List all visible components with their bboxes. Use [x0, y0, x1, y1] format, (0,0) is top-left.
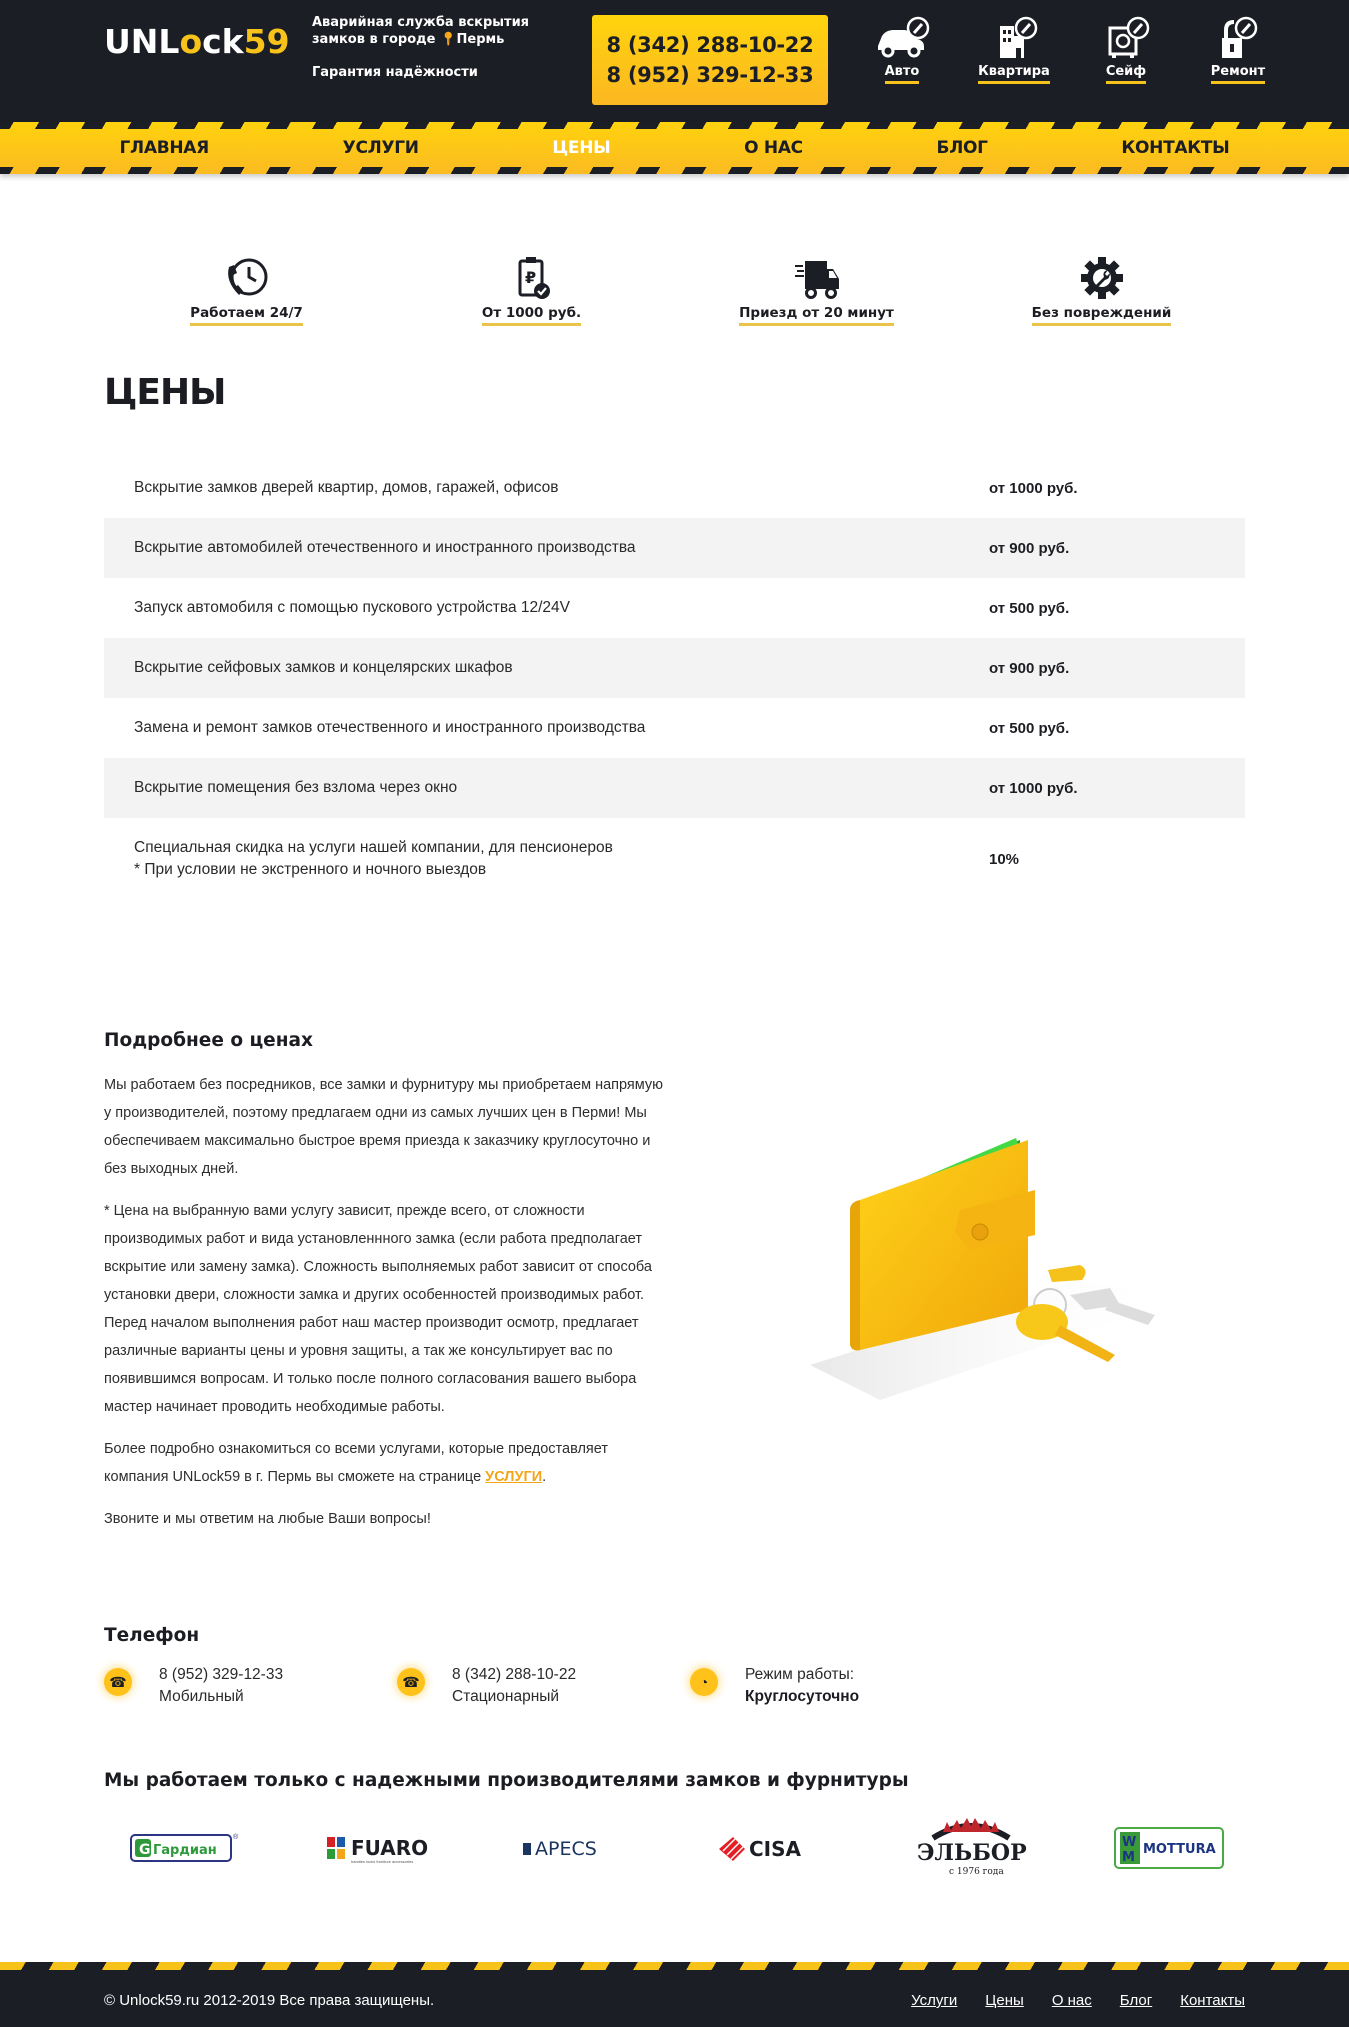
- nav-services[interactable]: УСЛУГИ: [342, 138, 419, 158]
- svg-text:с 1976 года: с 1976 года: [949, 1866, 1004, 1877]
- service-name: Вскрытие замков дверей квартир, домов, гаражей, офисов: [134, 479, 559, 496]
- phone-icon: ☎︎: [397, 1668, 425, 1696]
- page-title: ЦЕНЫ: [104, 372, 226, 413]
- svg-text:CISA: CISA: [749, 1836, 802, 1861]
- contact-phone-mobile[interactable]: 8 (952) 329-12-33: [159, 1666, 284, 1683]
- details-title: Подробнее о ценах: [104, 1030, 313, 1051]
- details-paragraph: Мы работаем без посредников, все замки и фурнитуру мы приобретаем напрямую у производителей, поэтому предлагаем одни из самых лучших цен в Перми! Мы обеспечиваем максимально быстрое время приезда к заказчику круглосуточно и без выходных дней.: [104, 1077, 664, 1177]
- hazard-stripe: [0, 1962, 1349, 1970]
- footer-link-blog[interactable]: Блог: [1119, 1992, 1153, 2009]
- copyright: © Unlock59.ru 2012-2019 Все права защищены.: [104, 1992, 435, 2009]
- services-link[interactable]: УСЛУГИ: [485, 1469, 543, 1485]
- svg-text:G: G: [139, 1841, 151, 1858]
- brands-title: Мы работаем только с надежными производителями замков и фурнитуры: [104, 1770, 909, 1791]
- svg-text:APECS: APECS: [535, 1837, 597, 1860]
- service-price: от 500 руб.: [989, 719, 1070, 737]
- feature-24-7: Работаем 24/7: [117, 255, 377, 326]
- delivery-truck-icon: [793, 255, 841, 301]
- padlock-key-icon: [1208, 16, 1268, 60]
- category-repair[interactable]: Ремонт: [1182, 16, 1294, 84]
- features-row: [104, 255, 1244, 326]
- padlock-o-icon: o: [179, 22, 203, 61]
- feature-no-damage: Без повреждений: [972, 255, 1232, 326]
- feature-price: ₽ От 1000 руб.: [402, 255, 662, 326]
- main-nav: [0, 122, 1349, 174]
- nav-contacts[interactable]: КОНТАКТЫ: [1121, 138, 1230, 158]
- service-price: от 500 руб.: [989, 599, 1070, 617]
- site-footer: [0, 1962, 1349, 2027]
- nav-home[interactable]: ГЛАВНАЯ: [119, 138, 209, 158]
- service-price: 10%: [989, 850, 1020, 868]
- contact-hours: ◔ Режим работы: Круглосуточно: [690, 1664, 983, 1708]
- price-row: [104, 458, 1245, 518]
- svg-text:FUARO: FUARO: [351, 1835, 429, 1860]
- location-pin-icon: 📍︎: [440, 32, 457, 47]
- footer-link-services[interactable]: Услуги: [911, 1992, 958, 2009]
- nav-prices[interactable]: ЦЕНЫ: [552, 138, 611, 158]
- working-hours: Круглосуточно: [745, 1688, 860, 1705]
- brand-mottura-logo: [1113, 1826, 1225, 1870]
- service-name: Вскрытие сейфовых замков и концелярских шкафов: [134, 659, 513, 676]
- service-name: Запуск автомобиля с помощью пускового устройства 12/24V: [134, 599, 571, 616]
- nav-blog[interactable]: БЛОГ: [936, 138, 988, 158]
- category-safe[interactable]: Сейф: [1070, 16, 1182, 84]
- gear-wrench-icon: [1078, 255, 1126, 301]
- brand-logos: [104, 1815, 1245, 1880]
- service-name: Замена и ремонт замков отечественного и иностранного производства: [134, 719, 646, 736]
- svg-text:W: W: [1122, 1834, 1137, 1850]
- price-row: [104, 818, 1245, 900]
- details-paragraph: Звоните и мы ответим на любые Ваши вопросы!: [104, 1511, 431, 1527]
- svg-text:®: ®: [233, 1833, 239, 1841]
- price-row: [104, 518, 1245, 578]
- guarantee-text: Гарантия надёжности: [312, 65, 478, 80]
- tagline: Аварийная служба вскрытия замков в городе 📍︎Пермь Гарантия надёжности: [312, 15, 530, 80]
- brand-elbor-logo: [913, 1818, 1029, 1878]
- hazard-stripe: [0, 122, 1349, 129]
- brand-apecs-logo: [521, 1831, 633, 1865]
- footer-link-prices[interactable]: Цены: [985, 1992, 1024, 2009]
- contacts-title: Телефон: [104, 1625, 200, 1646]
- footer-link-contacts[interactable]: Контакты: [1180, 1992, 1245, 2009]
- feature-arrival: Приезд от 20 минут: [687, 255, 947, 326]
- contact-phone-landline[interactable]: 8 (342) 288-10-22: [452, 1666, 577, 1683]
- nav-about[interactable]: О НАС: [744, 138, 803, 158]
- header-phones: [592, 15, 828, 105]
- category-apartment[interactable]: Квартира: [958, 16, 1070, 84]
- footer-link-about[interactable]: О нас: [1051, 1992, 1092, 2009]
- svg-text:handles locks furniture access: handles locks furniture accessories: [351, 1858, 414, 1864]
- svg-text:Гардиан: Гардиан: [153, 1842, 217, 1858]
- category-auto[interactable]: Авто: [846, 16, 958, 84]
- clock-icon: ◔: [690, 1668, 718, 1696]
- contacts-section: [104, 1625, 1245, 1708]
- price-row: [104, 638, 1245, 698]
- contact-landline: ☎︎ 8 (342) 288-10-22 Стационарный: [397, 1664, 690, 1708]
- phone-icon: ☎︎: [104, 1668, 132, 1696]
- service-name: Вскрытие помещения без взлома через окно: [134, 779, 458, 796]
- hazard-stripe: [0, 167, 1349, 174]
- svg-text:MOTTURA: MOTTURA: [1143, 1841, 1216, 1857]
- service-name: Вскрытие автомобилей отечественного и иностранного производства: [134, 539, 636, 556]
- brand-gardian-logo: [129, 1831, 241, 1865]
- details-paragraph: Более подробно ознакомиться со всеми услугами, которые предоставляет компания UNLock59 в г. Пермь вы сможете на странице УСЛУГИ.: [104, 1441, 608, 1485]
- city-name: Пермь: [456, 32, 505, 47]
- logo[interactable]: UNLock59: [104, 22, 290, 61]
- footer-links: [911, 1992, 1245, 2009]
- service-note: * При условии не экстренного и ночного выездов: [134, 861, 487, 878]
- service-price: от 900 руб.: [989, 659, 1070, 677]
- brand-cisa-logo: [717, 1831, 829, 1865]
- details-paragraph: * Цена на выбранную вами услугу зависит, прежде всего, от сложности производимых работ и вида установленнного замка (если работа предполагает вскрытие или замену замка). Сложность выполняемых работ зависит от способа установки двери, сложности замка и других особенностей производимых работ. Перед началом выполнения работ наш мастер производит осмотр, предлагает различные варианты цены и уровня защиты, а так же консультирует вас по появившимся вопросам. И только после полного согласования вашего выбора мастер начинает проводить необходимые работы.: [104, 1203, 652, 1415]
- service-price: от 900 руб.: [989, 539, 1070, 557]
- contact-mobile: ☎︎ 8 (952) 329-12-33 Мобильный: [104, 1664, 397, 1708]
- ruble-clipboard-icon: [508, 255, 556, 301]
- price-details: [104, 1030, 664, 1547]
- phone-link-2[interactable]: 8 (952) 329-12-33: [606, 63, 814, 87]
- phone-clock-icon: [223, 255, 271, 301]
- category-links: [846, 16, 1294, 84]
- site-header: [0, 0, 1349, 122]
- svg-text:M: M: [1122, 1849, 1135, 1865]
- price-row: [104, 758, 1245, 818]
- building-key-icon: [984, 16, 1044, 60]
- svg-text:ЭЛЬБОР: ЭЛЬБОР: [917, 1839, 1027, 1866]
- service-price: от 1000 руб.: [989, 479, 1078, 497]
- service-price: от 1000 руб.: [989, 779, 1078, 797]
- price-table: [104, 458, 1245, 900]
- wallet-keys-illustration: [780, 1110, 1200, 1410]
- phone-link-1[interactable]: 8 (342) 288-10-22: [606, 33, 814, 57]
- price-row: [104, 698, 1245, 758]
- svg-text:₽: ₽: [524, 268, 536, 287]
- car-key-icon: [872, 16, 932, 60]
- safe-key-icon: [1096, 16, 1156, 60]
- service-name: Специальная скидка на услуги нашей компании, для пенсионеров * При условии не экстренного и ночного выездов: [134, 839, 613, 878]
- price-row: [104, 578, 1245, 638]
- brand-fuaro-logo: [325, 1831, 437, 1865]
